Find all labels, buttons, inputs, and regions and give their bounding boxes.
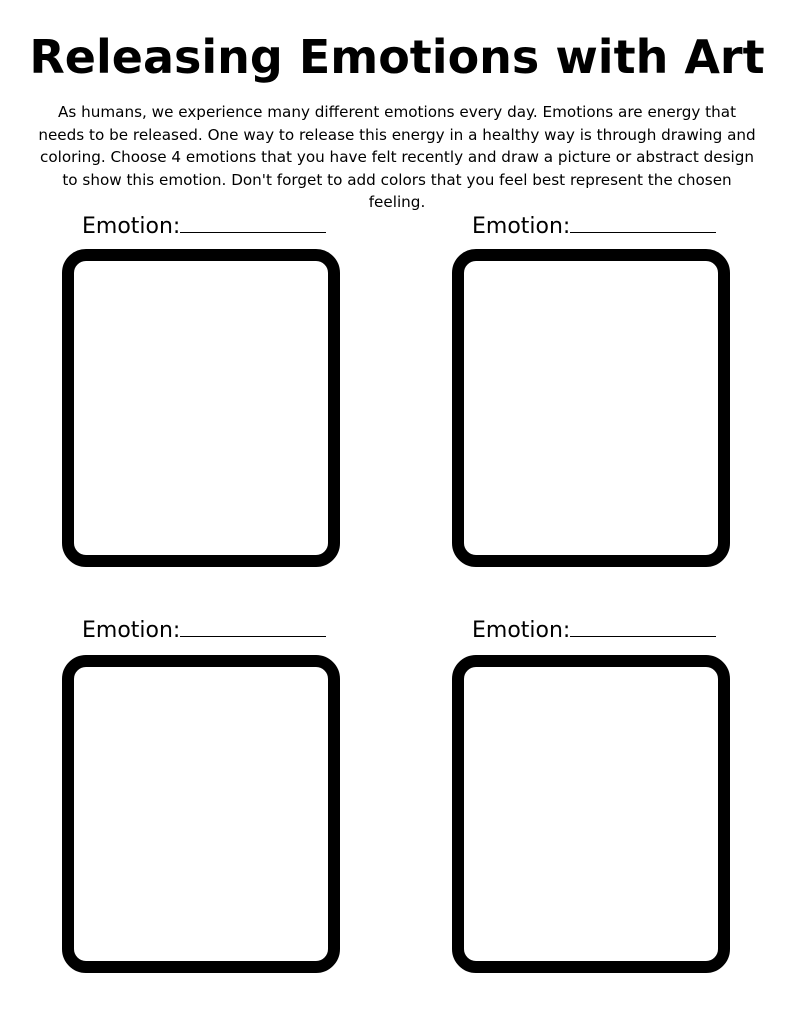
emotion-blank-line[interactable] (180, 616, 326, 637)
emotion-label-4 (472, 616, 716, 642)
emotion-blank-line[interactable] (180, 212, 326, 233)
emotion-blank-line[interactable] (570, 212, 716, 233)
drawing-box-3[interactable] (62, 655, 340, 973)
emotion-label-text: Emotion: (472, 214, 571, 239)
emotion-label-3 (82, 616, 326, 642)
emotion-label-text: Emotion: (472, 618, 571, 643)
emotion-label-2 (472, 212, 716, 238)
emotion-label-text: Emotion: (82, 214, 181, 239)
drawing-box-1[interactable] (62, 249, 340, 567)
drawing-box-4[interactable] (452, 655, 730, 973)
worksheet-title: Releasing Emotions with Art (29, 30, 765, 84)
emotion-blank-line[interactable] (570, 616, 716, 637)
emotion-label-1 (82, 212, 326, 238)
drawing-box-2[interactable] (452, 249, 730, 567)
emotion-label-text: Emotion: (82, 618, 181, 643)
instructions-text: As humans, we experience many different emotions every day. Emotions are energy that needs to be released. One way to release this energy in a healthy way is through drawing and coloring. Choose 4 emotions that you have felt recently and draw a picture or abstract design to show this emotion. Don't forget to add colors that you feel best represent the chosen feeling. (38, 103, 756, 211)
